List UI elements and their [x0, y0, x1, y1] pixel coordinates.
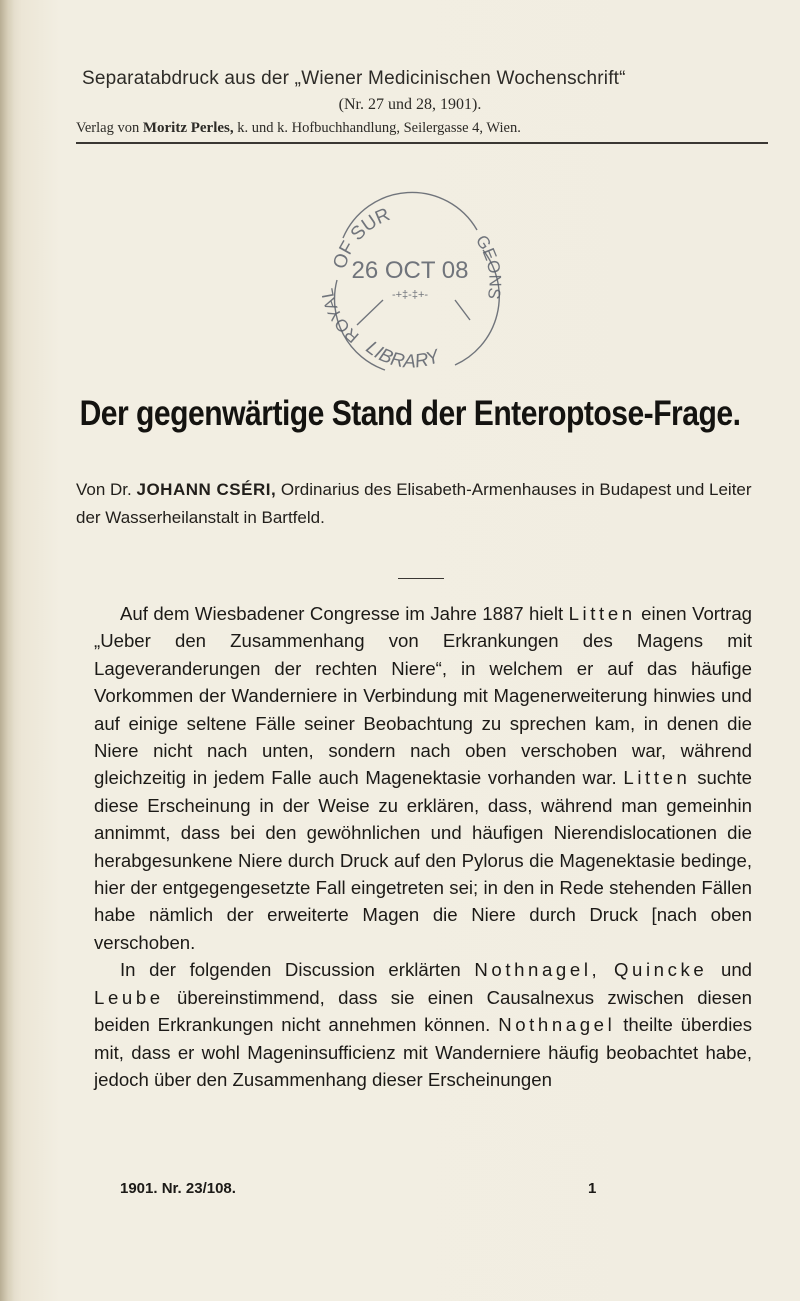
header-rule: [76, 142, 768, 144]
author-affiliation: Ordinarius des Elisabeth-Armenhauses in Budapest und Leiter der Wasserheilanstalt in Bartfeld.: [76, 480, 752, 527]
p2-und: und: [720, 959, 753, 981]
paragraph-1: [94, 600, 752, 956]
stamp-left-arc: ROYAL: [317, 286, 363, 347]
name-quincke: Quincke: [613, 959, 708, 981]
author-prefix: Von Dr.: [76, 480, 132, 499]
stamp-inner-line: [357, 300, 383, 325]
name-leube: Leube: [94, 986, 164, 1008]
p1-text-b: einen Vortrag „Ueber den Zusammenhang von Erkrankungen des Magens mit Lageveranderungen der rechten Niere“, in welchem er auf das häufige Vorkommen der Wanderniere in Verbindung mit Magenerweiterung hinwies und auf einige seltene Fälle seiner Beobachtung zu sprechen kam, in denen die Niere nicht nach unten, sondern nach oben verschoben war, während gleichzeitig in jedem Falle auch Magenektasie vorhanden war.: [94, 603, 753, 789]
stamp-top-arc: OF SUR: [329, 204, 394, 272]
publisher-suffix: k. und k. Hofbuchhandlung, Seilergasse 4, Wien.: [237, 120, 521, 136]
p1-text-c: suchte diese Erscheinung in der Weise zu erklären, dass, während man gemeinhin annimmt, dass bei den gewöhnlichen und häufigen Nierendislocationen die herabgesunkene Niere durch Druck auf den Pylorus die Magenektasie bedinge, hier der entgegengesetzte Fall eingetreten sei; in den in Rede stehenden Fällen habe nämlich der erweiterte Magen die Niere durch Druck [nach oben verschoben.: [94, 767, 753, 953]
publisher-prefix: Verlag von: [76, 120, 140, 136]
stamp-ornament: -+‡-‡+-: [391, 289, 429, 301]
name-litten-2: Litten: [623, 767, 691, 789]
stamp-bottom-arc: LIBRARY: [361, 337, 443, 373]
article-body: [94, 600, 752, 1093]
separator-rule: [398, 578, 444, 579]
stamp-right-arc: GEONS: [471, 231, 505, 301]
publisher-name: Moritz Perles,: [142, 120, 234, 136]
p2-text-c: theilte überdies mit, dass er wohl Mageninsufficienz mit Wanderniere häufig beobachtet habe, jedoch über den Zusammenhang dieser Erscheinungen: [94, 1014, 753, 1090]
binding-edge: [0, 0, 14, 1301]
name-litten: Litten: [568, 603, 636, 624]
reprint-line: Separatabdruck aus der „Wiener Medicinischen Wochenschrift“: [82, 68, 626, 89]
stamp-inner-line-2: [455, 300, 470, 320]
stamp-date: 26 OCT 08: [351, 257, 469, 284]
p2-text-b: übereinstimmend, dass sie einen Causalnexus zwischen diesen beiden Erkrankungen nicht annehmen können.: [94, 986, 752, 1036]
p2-text-a: In der folgenden Discussion erklärten: [120, 959, 461, 981]
p1-text-a: Auf dem Wiesbadener Congresse im Jahre 1887 hielt: [120, 603, 564, 624]
name-nothnagel-2: Nothnagel: [498, 1014, 616, 1036]
signature-mark: 1901. Nr. 23/108.: [120, 1180, 236, 1197]
paragraph-2: [94, 956, 752, 1093]
page-footer: [120, 1180, 720, 1197]
article-title: Der gegenwärtige Stand der Enteroptose-Frage.: [79, 394, 741, 433]
author-name: JOHANN CSÉRI,: [136, 480, 277, 499]
issue-line: (Nr. 27 und 28, 1901).: [338, 96, 482, 113]
folio-number: 1: [588, 1180, 597, 1197]
author-block: [76, 476, 776, 532]
publisher-line: [76, 120, 776, 137]
name-nothnagel: Nothnagel,: [474, 959, 601, 981]
library-stamp: [305, 160, 515, 380]
